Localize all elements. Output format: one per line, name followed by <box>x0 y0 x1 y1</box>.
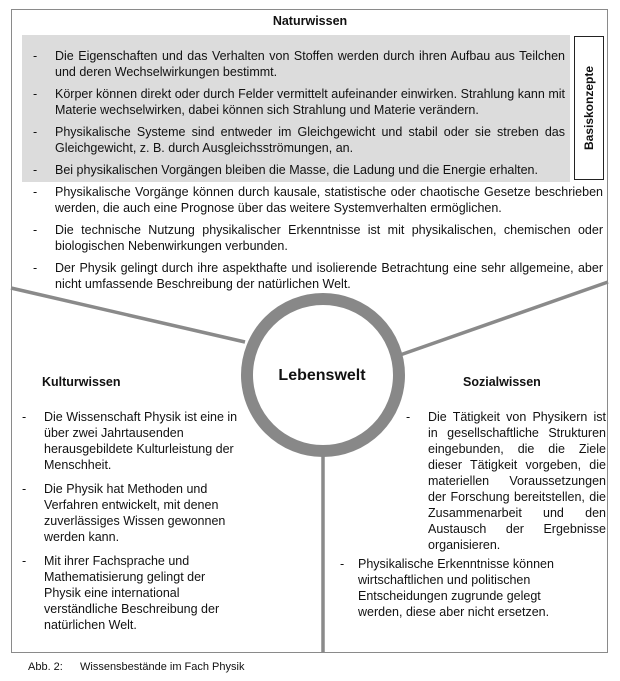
sozialwissen-item: - Physikalische Erkenntnisse können wirtschaftlichen und politischen Entscheidungen zugrunde gelegt werden, diese aber nicht ersetzen. <box>340 556 588 620</box>
naturwissen-item: - Die Eigenschaften und das Verhalten von Stoffen werden durch ihren Aufbau aus Teilchen und deren Wechselwirkungen bestimmt. <box>33 48 565 80</box>
naturwissen-item: - Die technische Nutzung physikalischer Erkenntnisse ist mit physikalischen, chemischen oder biologischen Nebenwirkungen verbunden. <box>33 222 603 254</box>
sozialwissen-list <box>406 409 606 561</box>
sozialwissen-list-2 <box>340 556 588 620</box>
naturwissen-title: Naturwissen <box>272 14 348 28</box>
lebenswelt-label: Lebenswelt <box>278 367 366 384</box>
kulturwissen-title: Kulturwissen <box>42 375 121 389</box>
figure-caption <box>28 661 244 673</box>
naturwissen-item: - Bei physikalischen Vorgängen bleiben die Masse, die Ladung und die Energie erhalten. <box>33 162 565 178</box>
kulturwissen-list <box>22 409 242 641</box>
basiskonzepte-label: Basiskonzepte <box>582 65 596 151</box>
naturwissen-list <box>33 48 603 298</box>
naturwissen-item: - Physikalische Systeme sind entweder im Gleichgewicht und stabil oder sie streben das Gleichgewicht, z. B. durch Ausgleichsströmungen, an. <box>33 124 565 156</box>
naturwissen-item: - Physikalische Vorgänge können durch kausale, statistische oder chaotische Gesetze beschrieben werden, die auch eine Prognose über das weitere Systemverhalten ermöglichen. <box>33 184 603 216</box>
caption-number: Abb. 2: <box>28 661 63 673</box>
caption-text: Wissensbestände im Fach Physik <box>80 661 245 673</box>
naturwissen-item: - Körper können direkt oder durch Felder vermittelt aufeinander einwirken. Strahlung kann mit Materie wechselwirken, dabei können sich Strahlung und Materie verändern. <box>33 86 565 118</box>
sozialwissen-title: Sozialwissen <box>463 375 541 389</box>
kulturwissen-item: - Die Physik hat Methoden und Verfahren entwickelt, mit denen zuverlässiges Wissen gewonnen werden kann. <box>22 481 242 545</box>
kulturwissen-item: - Die Wissenschaft Physik ist eine in über zwei Jahrtausenden herausgebildete Kulturleistung der Menschheit. <box>22 409 242 473</box>
naturwissen-item: - Der Physik gelingt durch ihre aspekthafte und isolierende Betrachtung eine sehr allgemeine, aber nicht umfassende Beschreibung der natürlichen Welt. <box>33 260 603 292</box>
sozialwissen-item: - Die Tätigkeit von Physikern ist in gesellschaftliche Strukturen eingebunden, die die Ziele dieser Tätigkeit vorgeben, die materiellen Voraussetzungen der Forschung bereitstellen, die Zusammenarbeit und den Austausch der Ergebnisse organisieren. <box>406 409 606 553</box>
kulturwissen-item: - Mit ihrer Fachsprache und Mathematisierung gelingt der Physik eine international verständliche Beschreibung der natürlichen Welt. <box>22 553 242 633</box>
